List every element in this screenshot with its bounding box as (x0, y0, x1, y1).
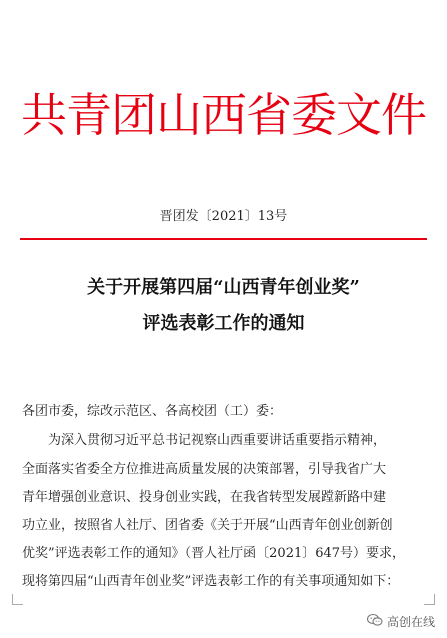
body-line: 现将第四届“山西青年创业奖”评选表彰工作的有关事项通知如下： (22, 574, 400, 589)
body-line: 功立业，按照省人社厅、团省委《关于开展“山西青年创业创新创 (22, 518, 393, 533)
source-watermark (367, 612, 435, 630)
body-line: 优奖”评选表彰工作的通知》（晋人社厅函〔2021〕647号）要求， (22, 546, 406, 561)
wechat-icon (367, 613, 383, 630)
issuer-header: 共青团山西省委文件 (21, 88, 426, 142)
body-line: 为深入贯彻习近平总书记视察山西重要讲话重要指示精神， (48, 433, 387, 448)
document-title-line-2: 评选表彰工作的通知 (142, 313, 305, 334)
document-number: 晋团发〔2021〕13号 (159, 209, 288, 224)
document-title-line-1: 关于开展第四届“山西青年创业奖” (87, 277, 360, 298)
crop-mark-right (424, 594, 435, 605)
crop-mark-left (12, 594, 23, 605)
red-divider (20, 238, 427, 240)
watermark-text: 高创在线 (386, 614, 435, 629)
body-line: 青年增强创业意识、投身创业实践，在我省转型发展蹚新路中建 (22, 490, 387, 505)
body-line: 全面落实省委全方位推进高质量发展的决策部署，引导我省广大 (22, 462, 387, 477)
salutation: 各团市委，综改示范区、各高校团（工）委： (22, 404, 283, 419)
